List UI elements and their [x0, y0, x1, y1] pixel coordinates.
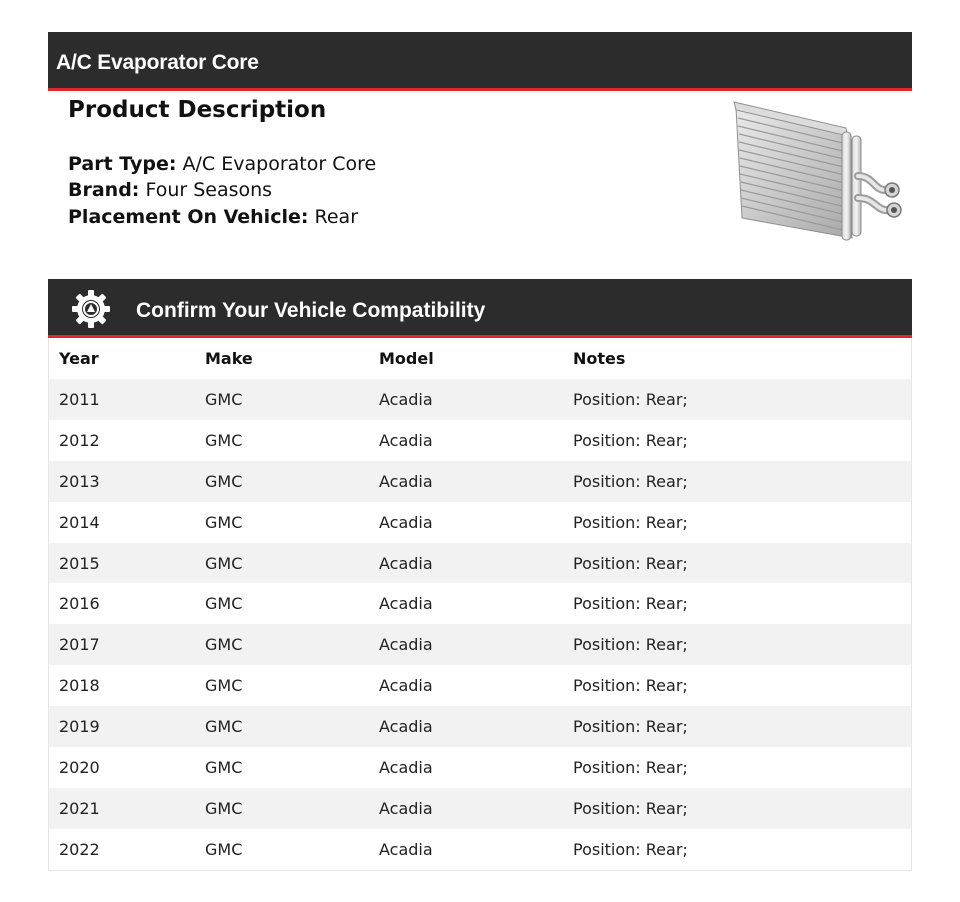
make-cell: GMC — [205, 635, 243, 655]
product-title-banner — [48, 32, 912, 91]
year-cell: 2018 — [59, 676, 100, 696]
evaporator-core-image — [724, 98, 904, 244]
notes-cell: Position: Rear; — [573, 553, 688, 573]
spec-placement — [68, 204, 358, 230]
year-cell: 2019 — [59, 717, 100, 737]
model-cell: Acadia — [379, 512, 433, 532]
year-cell: 2020 — [59, 757, 100, 777]
make-cell: GMC — [205, 594, 243, 614]
spec-brand — [68, 177, 272, 203]
spec-label: Brand: — [68, 179, 140, 201]
notes-cell: Position: Rear; — [573, 798, 688, 818]
year-cell: 2017 — [59, 635, 100, 655]
table-row — [49, 583, 911, 624]
spec-part-type — [68, 151, 376, 177]
year-cell: 2016 — [59, 594, 100, 614]
model-cell: Acadia — [379, 676, 433, 696]
make-cell: GMC — [205, 757, 243, 777]
gear-icon — [70, 288, 112, 330]
make-cell: GMC — [205, 839, 243, 859]
spec-value: Rear — [314, 206, 359, 228]
table-row — [49, 747, 911, 788]
compatibility-table — [48, 338, 912, 871]
column-header-make: Make — [205, 349, 253, 368]
table-row — [49, 543, 911, 584]
table-row — [49, 706, 911, 747]
year-cell: 2021 — [59, 798, 100, 818]
compatibility-banner — [48, 279, 912, 338]
model-cell: Acadia — [379, 471, 433, 491]
table-row — [49, 624, 911, 665]
year-cell: 2022 — [59, 839, 100, 859]
table-row — [49, 788, 911, 829]
make-cell: GMC — [205, 471, 243, 491]
year-cell: 2012 — [59, 430, 100, 450]
notes-cell: Position: Rear; — [573, 512, 688, 532]
table-row — [49, 420, 911, 461]
column-header-notes: Notes — [573, 349, 626, 368]
notes-cell: Position: Rear; — [573, 471, 688, 491]
model-cell: Acadia — [379, 839, 433, 859]
notes-cell: Position: Rear; — [573, 594, 688, 614]
notes-cell: Position: Rear; — [573, 757, 688, 777]
year-cell: 2014 — [59, 512, 100, 532]
model-cell: Acadia — [379, 389, 433, 409]
model-cell: Acadia — [379, 430, 433, 450]
make-cell: GMC — [205, 798, 243, 818]
column-header-year: Year — [59, 349, 99, 368]
table-row — [49, 502, 911, 543]
table-row — [49, 461, 911, 502]
year-cell: 2015 — [59, 553, 100, 573]
year-cell: 2011 — [59, 389, 100, 409]
notes-cell: Position: Rear; — [573, 676, 688, 696]
make-cell: GMC — [205, 389, 243, 409]
model-cell: Acadia — [379, 594, 433, 614]
notes-cell: Position: Rear; — [573, 839, 688, 859]
table-body — [49, 379, 911, 870]
product-title: A/C Evaporator Core — [56, 51, 259, 74]
make-cell: GMC — [205, 553, 243, 573]
table-row — [49, 379, 911, 420]
spec-label: Part Type: — [68, 153, 177, 175]
model-cell: Acadia — [379, 635, 433, 655]
table-header-row — [49, 338, 911, 379]
column-header-model: Model — [379, 349, 434, 368]
spec-value: A/C Evaporator Core — [182, 153, 377, 175]
compatibility-title: Confirm Your Vehicle Compatibility — [136, 299, 486, 322]
model-cell: Acadia — [379, 717, 433, 737]
model-cell: Acadia — [379, 553, 433, 573]
notes-cell: Position: Rear; — [573, 635, 688, 655]
notes-cell: Position: Rear; — [573, 430, 688, 450]
make-cell: GMC — [205, 430, 243, 450]
model-cell: Acadia — [379, 798, 433, 818]
notes-cell: Position: Rear; — [573, 389, 688, 409]
table-row — [49, 665, 911, 706]
spec-label: Placement On Vehicle: — [68, 206, 309, 228]
model-cell: Acadia — [379, 757, 433, 777]
make-cell: GMC — [205, 717, 243, 737]
table-row — [49, 829, 911, 870]
notes-cell: Position: Rear; — [573, 717, 688, 737]
year-cell: 2013 — [59, 471, 100, 491]
spec-value: Four Seasons — [145, 179, 273, 201]
make-cell: GMC — [205, 676, 243, 696]
make-cell: GMC — [205, 512, 243, 532]
product-description-heading: Product Description — [68, 97, 327, 123]
